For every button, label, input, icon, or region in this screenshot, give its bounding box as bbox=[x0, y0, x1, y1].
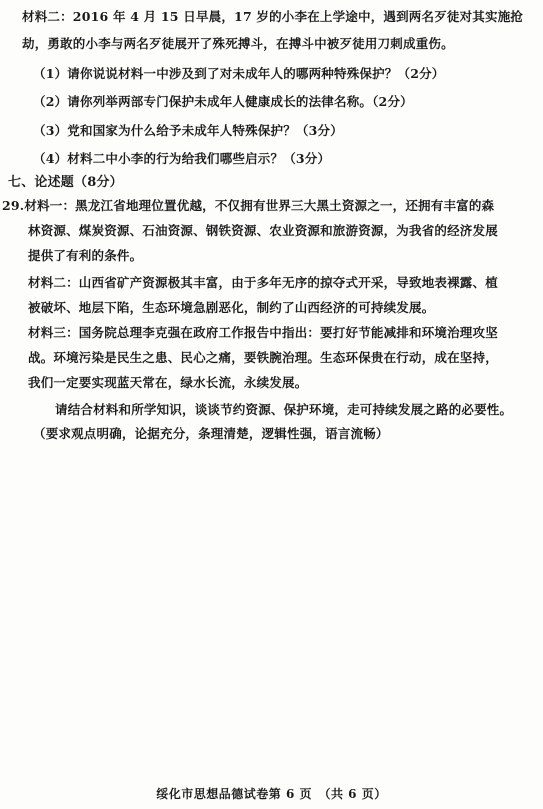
q29-material3-line-1: 材料三：国务院总理李克强在政府工作报告中指出：要打好节能减排和环境治理攻坚 bbox=[28, 325, 498, 340]
q29-prompt: 请结合材料和所学知识，谈谈节约资源、保护环境，走可持续发展之路的必要性。 bbox=[55, 402, 513, 417]
question-4: （4）材料二中小李的行为给我们哪些启示？（3分） bbox=[33, 151, 331, 166]
page-footer: 绥化市思想品德试卷第 6 页 （共 6 页） bbox=[156, 787, 387, 801]
question-3: （3）党和国家为什么给予未成年人特殊保护？（3分） bbox=[33, 123, 343, 138]
question-2: （2）请你列举两部专门保护未成年人健康成长的法律名称。（2分） bbox=[33, 94, 413, 109]
q29-material2-line-2: 被破坏、地层下陷，生态环境急剧恶化，制约了山西经济的可持续发展。 bbox=[28, 300, 435, 315]
material2-line-1: 材料二：2016 年 4 月 15 日早晨，17 岁的小李在上学途中，遇到两名歹徒对其实施抢 bbox=[22, 9, 524, 24]
q29-requirements: （要求观点明确，论据充分，条理清楚，逻辑性强，语言流畅） bbox=[33, 426, 389, 441]
q29-material3-line-2: 战。环境污染是民生之患、民心之痛，要铁腕治理。生态环保贵在行动，成在坚持， bbox=[28, 350, 498, 365]
q29-material3-line-3: 我们一定要实现蓝天常在，绿水长流，永续发展。 bbox=[28, 375, 308, 390]
q29-material1-line-3: 提供了有利的条件。 bbox=[28, 248, 143, 263]
q29-material1-line-2: 林资源、煤炭资源、石油资源、钢铁资源、农业资源和旅游资源，为我省的经济发展 bbox=[28, 223, 498, 238]
question-1: （1）请你说说材料一中涉及到了对未成年人的哪两种特殊保护？（2分） bbox=[33, 66, 445, 81]
material2-line-2: 劫，勇敢的小李与两名歹徒展开了殊死搏斗，在搏斗中被歹徒用刀刺成重伤。 bbox=[22, 36, 454, 51]
q29-material1-line-1: 29.材料一：黑龙江省地理位置优越，不仅拥有世界三大黑土资源之一，还拥有丰富的森 bbox=[2, 198, 495, 213]
section-heading-essay: 七、论述题（8分） bbox=[8, 175, 123, 190]
q29-material2-line-1: 材料二：山西省矿产资源极其丰富，由于多年无序的掠夺式开采，导致地表裸露、植 bbox=[28, 275, 498, 290]
